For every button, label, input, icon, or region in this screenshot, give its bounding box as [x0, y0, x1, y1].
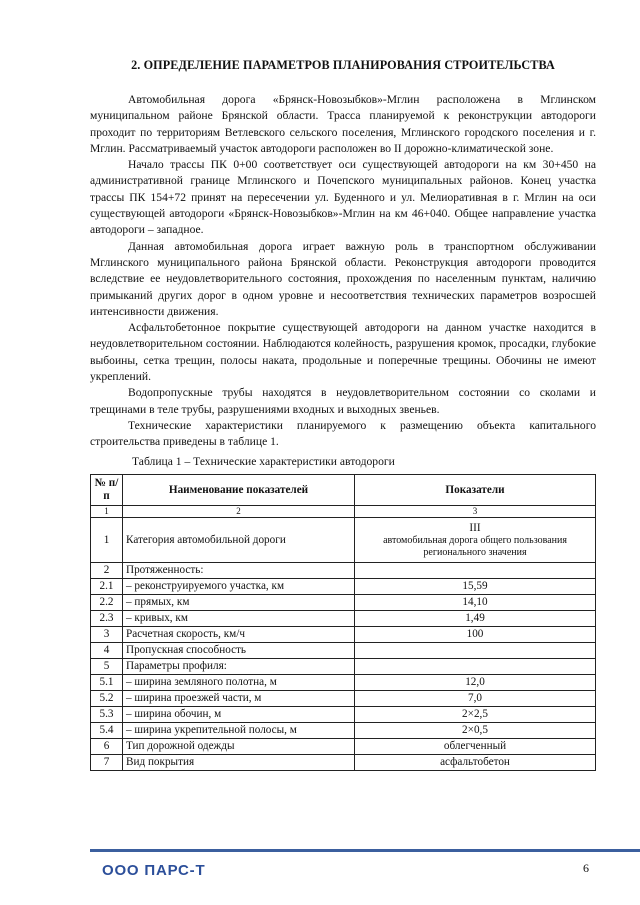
row-name: – прямых, км — [123, 595, 355, 611]
row-num: 3 — [91, 627, 123, 643]
table-row — [91, 643, 596, 659]
row-name: – ширина проезжей части, м — [123, 691, 355, 707]
row-value: облегченный — [355, 739, 596, 755]
paragraph: Асфальтобетонное покрытие существующей автодороги на данном участке находится в неудовлетворительном состоянии. Наблюдаются колейность, разрушения кромок, просадки, глубокие выбоины, сетка трещин, полосы наката, продольные и поперечные трещины. Обочины не имеют укреплений. — [90, 321, 596, 384]
row-num: 4 — [91, 643, 123, 659]
table-row — [91, 595, 596, 611]
table-row — [91, 627, 596, 643]
row-name: Расчетная скорость, км/ч — [123, 627, 355, 643]
row-name: Параметры профиля: — [123, 659, 355, 675]
table-row — [91, 579, 596, 595]
row-num: 2.2 — [91, 595, 123, 611]
spec-table — [90, 474, 596, 771]
row-value: асфальтобетон — [355, 755, 596, 771]
header-num: № п/п — [91, 475, 123, 506]
row-name: Тип дорожной одежды — [123, 739, 355, 755]
header-name: Наименование показателей — [123, 475, 355, 506]
row-value: 14,10 — [355, 595, 596, 611]
row-num: 6 — [91, 739, 123, 755]
row-num: 5.3 — [91, 707, 123, 723]
table-caption: Таблица 1 – Технические характеристики автодороги — [132, 455, 395, 468]
row-num: 2 — [91, 563, 123, 579]
row-name: Протяженность: — [123, 563, 355, 579]
table-row — [91, 659, 596, 675]
row-num: 1 — [91, 518, 123, 563]
table-row — [91, 691, 596, 707]
paragraph: Данная автомобильная дорога играет важную роль в транспортном обслуживании Мглинского муниципального района Брянской области. Реконструкция автодороги проводится вследствие ее неудовлетворительного состояния, прохождения по населенным пунктам, наличию примыканий других дорог в одном уровне и несоответствия технических параметров возросшей интенсивности движения. — [90, 239, 596, 318]
body-text — [90, 92, 596, 451]
table-row — [91, 675, 596, 691]
row-value: 12,0 — [355, 675, 596, 691]
row-value: 100 — [355, 627, 596, 643]
row-num: 7 — [91, 755, 123, 771]
row-name: – ширина укрепительной полосы, м — [123, 723, 355, 739]
row-value: 2×0,5 — [355, 723, 596, 739]
row-value: 7,0 — [355, 691, 596, 707]
paragraph: Водопропускные трубы находятся в неудовлетворительном состоянии со сколами и трещинами в теле трубы, разрушениями входных и выходных звеньев. — [90, 386, 596, 416]
row-num: 5.4 — [91, 723, 123, 739]
row-value — [355, 643, 596, 659]
row-num: 2.1 — [91, 579, 123, 595]
table-row — [91, 739, 596, 755]
paragraph: Технические характеристики планируемого к размещению объекта капитального строительства приведены в таблице 1. — [90, 418, 596, 449]
header-value: Показатели — [355, 475, 596, 506]
row-name: – кривых, км — [123, 611, 355, 627]
row-name: Пропускная способность — [123, 643, 355, 659]
index-cell: 1 — [91, 506, 123, 518]
paragraph: Автомобильная дорога «Брянск-Новозыбков»-Мглин расположена в Мглинском муниципальном районе Брянской области. Трасса планируемой к реконструкции автодороги проходит по территориям Ветлевского сельского поселения, Мглинского городского поселения и г. Мглин. Рассматриваемый участок автодороги расположен во II дорожно-климатической зоне. — [90, 93, 596, 155]
table-header-row — [91, 475, 596, 506]
row-num: 5.2 — [91, 691, 123, 707]
row-value-note: автомобильная дорога общего пользования регионального значения — [383, 534, 567, 558]
row-value: 2×2,5 — [355, 707, 596, 723]
table-row — [91, 563, 596, 579]
row-name: Категория автомобильной дороги — [123, 518, 355, 563]
section-heading: 2. ОПРЕДЕЛЕНИЕ ПАРАМЕТРОВ ПЛАНИРОВАНИЯ СТРОИТЕЛЬСТВА — [131, 58, 555, 72]
table-row — [91, 611, 596, 627]
index-cell: 2 — [123, 506, 355, 518]
table-row — [91, 707, 596, 723]
row-value: 15,59 — [355, 579, 596, 595]
paragraph: Начало трассы ПК 0+00 соответствует оси существующей автодороги на км 30+450 на административной границе Мглинского и Почепского муниципальных районов. Конец участка трассы ПК 154+72 принят на пересечении ул. Буденного и ул. Мелиоративная в г. Мглин на оси существующей автодороги «Брянск-Новозыбков»-Мглин на км 46+040. Общее направление участка автодороги – западное. — [90, 158, 596, 237]
row-name: Вид покрытия — [123, 755, 355, 771]
row-name: – ширина обочин, м — [123, 707, 355, 723]
row-name: – ширина земляного полотна, м — [123, 675, 355, 691]
footer-divider — [90, 849, 640, 852]
row-num: 5 — [91, 659, 123, 675]
row-value-main: III — [469, 521, 481, 534]
table-index-row — [91, 506, 596, 518]
row-value: 1,49 — [355, 611, 596, 627]
row-value — [355, 659, 596, 675]
row-name: – реконструируемого участка, км — [123, 579, 355, 595]
index-cell: 3 — [355, 506, 596, 518]
table-row — [91, 518, 596, 563]
row-num: 2.3 — [91, 611, 123, 627]
page-number: 6 — [583, 861, 589, 875]
row-value — [355, 518, 596, 563]
company-logo: ООО ПАРС-Т — [102, 862, 206, 879]
row-num: 5.1 — [91, 675, 123, 691]
table-row — [91, 755, 596, 771]
table-row — [91, 723, 596, 739]
row-value — [355, 563, 596, 579]
